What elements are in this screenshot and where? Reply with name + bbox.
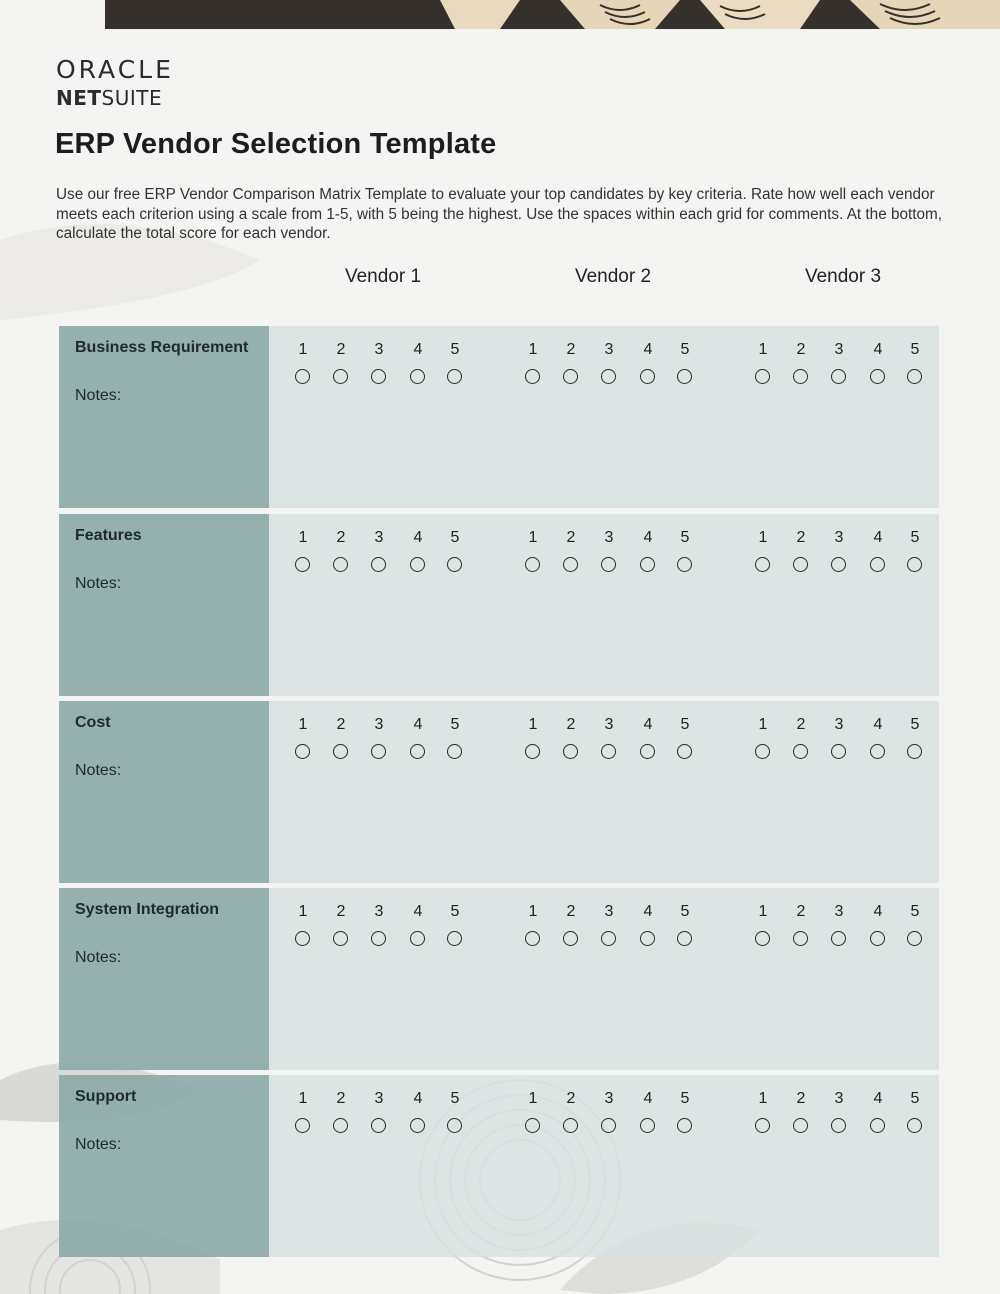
rating-radio-vendor1-1[interactable] xyxy=(295,744,310,759)
criterion-row-features xyxy=(59,514,939,696)
rating-number-vendor1-1: 1 xyxy=(298,341,308,358)
rating-radio-vendor3-1[interactable] xyxy=(755,369,770,384)
rating-radio-vendor1-5[interactable] xyxy=(447,931,462,946)
rating-number-vendor1-4: 4 xyxy=(413,716,423,733)
criterion-label-cell xyxy=(59,1075,269,1257)
rating-radio-vendor2-3[interactable] xyxy=(601,557,616,572)
rating-number-vendor3-2: 2 xyxy=(796,903,806,920)
rating-number-vendor2-1: 1 xyxy=(528,341,538,358)
rating-radio-vendor1-1[interactable] xyxy=(295,369,310,384)
rating-radio-vendor3-2[interactable] xyxy=(793,1118,808,1133)
rating-number-vendor3-1: 1 xyxy=(758,716,768,733)
rating-number-vendor2-2: 2 xyxy=(566,529,576,546)
rating-number-vendor3-4: 4 xyxy=(873,1090,883,1107)
rating-radio-vendor1-2[interactable] xyxy=(333,369,348,384)
rating-number-vendor1-5: 5 xyxy=(450,716,460,733)
logo-suite: SUITE xyxy=(101,86,163,110)
rating-number-vendor3-3: 3 xyxy=(834,1090,844,1107)
rating-radio-vendor2-2[interactable] xyxy=(563,557,578,572)
rating-radio-vendor3-5[interactable] xyxy=(907,369,922,384)
rating-radio-vendor3-4[interactable] xyxy=(870,557,885,572)
rating-radio-vendor2-3[interactable] xyxy=(601,931,616,946)
logo-netsuite-text xyxy=(56,86,174,110)
rating-radio-vendor3-3[interactable] xyxy=(831,931,846,946)
rating-radio-vendor1-5[interactable] xyxy=(447,744,462,759)
rating-number-vendor1-2: 2 xyxy=(336,341,346,358)
rating-radio-vendor1-2[interactable] xyxy=(333,1118,348,1133)
rating-number-vendor2-1: 1 xyxy=(528,529,538,546)
criterion-label-cell xyxy=(59,514,269,696)
rating-number-vendor3-3: 3 xyxy=(834,341,844,358)
rating-radio-vendor3-5[interactable] xyxy=(907,744,922,759)
rating-number-vendor1-4: 4 xyxy=(413,903,423,920)
rating-number-vendor3-1: 1 xyxy=(758,529,768,546)
rating-radio-vendor2-3[interactable] xyxy=(601,369,616,384)
notes-label: Notes: xyxy=(75,387,122,404)
notes-label: Notes: xyxy=(75,1136,122,1153)
rating-radio-vendor3-4[interactable] xyxy=(870,931,885,946)
rating-radio-vendor2-1[interactable] xyxy=(525,369,540,384)
rating-radio-vendor1-4[interactable] xyxy=(410,369,425,384)
notes-area[interactable] xyxy=(269,701,939,883)
rating-number-vendor1-1: 1 xyxy=(298,716,308,733)
rating-number-vendor2-3: 3 xyxy=(604,1090,614,1107)
rating-radio-vendor1-2[interactable] xyxy=(333,931,348,946)
rating-number-vendor2-2: 2 xyxy=(566,903,576,920)
oracle-netsuite-logo xyxy=(56,56,174,110)
rating-number-vendor1-1: 1 xyxy=(298,903,308,920)
rating-radio-vendor2-2[interactable] xyxy=(563,744,578,759)
rating-radio-vendor1-1[interactable] xyxy=(295,557,310,572)
notes-area[interactable] xyxy=(269,326,939,508)
rating-number-vendor3-1: 1 xyxy=(758,1090,768,1107)
rating-radio-vendor2-4[interactable] xyxy=(640,369,655,384)
vendor-header-3: Vendor 3 xyxy=(804,266,882,287)
rating-number-vendor2-1: 1 xyxy=(528,903,538,920)
intro-paragraph: Use our free ERP Vendor Comparison Matrix Template to evaluate your top candidates by key criteria. Rate how well each vendor meets each criterion using a scale from 1-5, with 5 being the highest. Use the spaces within each grid for comments. At the bottom, calculate the total score for each vendor. xyxy=(56,186,942,243)
rating-number-vendor2-2: 2 xyxy=(566,341,576,358)
rating-radio-vendor3-2[interactable] xyxy=(793,931,808,946)
rating-radio-vendor3-3[interactable] xyxy=(831,1118,846,1133)
rating-radio-vendor2-5[interactable] xyxy=(677,744,692,759)
rating-number-vendor2-4: 4 xyxy=(643,341,653,358)
rating-radio-vendor2-5[interactable] xyxy=(677,931,692,946)
notes-area[interactable] xyxy=(269,888,939,1070)
rating-radio-vendor2-1[interactable] xyxy=(525,1118,540,1133)
rating-radio-vendor3-4[interactable] xyxy=(870,369,885,384)
rating-radio-vendor1-5[interactable] xyxy=(447,557,462,572)
rating-number-vendor1-2: 2 xyxy=(336,716,346,733)
rating-number-vendor2-3: 3 xyxy=(604,716,614,733)
rating-radio-vendor2-1[interactable] xyxy=(525,744,540,759)
rating-radio-vendor2-2[interactable] xyxy=(563,931,578,946)
rating-number-vendor2-3: 3 xyxy=(604,341,614,358)
rating-radio-vendor3-3[interactable] xyxy=(831,744,846,759)
rating-number-vendor2-4: 4 xyxy=(643,1090,653,1107)
rating-radio-vendor2-4[interactable] xyxy=(640,1118,655,1133)
rating-number-vendor2-5: 5 xyxy=(680,529,690,546)
rating-radio-vendor2-2[interactable] xyxy=(563,369,578,384)
rating-number-vendor3-2: 2 xyxy=(796,716,806,733)
rating-radio-vendor3-3[interactable] xyxy=(831,369,846,384)
criterion-label-cell xyxy=(59,701,269,883)
criterion-row-cost xyxy=(59,701,939,883)
rating-number-vendor3-4: 4 xyxy=(873,903,883,920)
criterion-row-business-requirement xyxy=(59,326,939,508)
rating-number-vendor1-3: 3 xyxy=(374,903,384,920)
rating-radio-vendor1-3[interactable] xyxy=(371,369,386,384)
rating-radio-vendor1-4[interactable] xyxy=(410,1118,425,1133)
rating-number-vendor1-2: 2 xyxy=(336,903,346,920)
rating-radio-vendor1-4[interactable] xyxy=(410,931,425,946)
page-title: ERP Vendor Selection Template xyxy=(55,128,497,160)
rating-number-vendor3-3: 3 xyxy=(834,716,844,733)
rating-radio-vendor2-5[interactable] xyxy=(677,557,692,572)
rating-number-vendor1-5: 5 xyxy=(450,341,460,358)
rating-number-vendor3-5: 5 xyxy=(910,529,920,546)
rating-radio-vendor1-2[interactable] xyxy=(333,557,348,572)
rating-number-vendor3-5: 5 xyxy=(910,1090,920,1107)
rating-number-vendor3-5: 5 xyxy=(910,341,920,358)
rating-radio-vendor1-3[interactable] xyxy=(371,1118,386,1133)
rating-number-vendor1-4: 4 xyxy=(413,341,423,358)
rating-number-vendor3-3: 3 xyxy=(834,903,844,920)
rating-radio-vendor1-3[interactable] xyxy=(371,557,386,572)
rating-number-vendor2-1: 1 xyxy=(528,1090,538,1107)
rating-number-vendor1-2: 2 xyxy=(336,1090,346,1107)
rating-number-vendor3-2: 2 xyxy=(796,529,806,546)
notes-area[interactable] xyxy=(269,514,939,696)
rating-radio-vendor3-3[interactable] xyxy=(831,557,846,572)
rating-radio-vendor1-5[interactable] xyxy=(447,369,462,384)
criterion-name: Business Requirement xyxy=(75,339,249,356)
rating-radio-vendor3-1[interactable] xyxy=(755,557,770,572)
notes-label: Notes: xyxy=(75,762,122,779)
rating-radio-vendor3-4[interactable] xyxy=(870,744,885,759)
rating-number-vendor2-4: 4 xyxy=(643,716,653,733)
rating-number-vendor1-2: 2 xyxy=(336,529,346,546)
logo-net: NET xyxy=(56,86,102,110)
logo-oracle-text: ORACLE xyxy=(56,55,174,84)
rating-radio-vendor3-1[interactable] xyxy=(755,744,770,759)
notes-label: Notes: xyxy=(75,949,122,966)
rating-number-vendor1-5: 5 xyxy=(450,903,460,920)
rating-number-vendor3-5: 5 xyxy=(910,716,920,733)
criterion-label-cell xyxy=(59,888,269,1070)
rating-radio-vendor2-1[interactable] xyxy=(525,931,540,946)
rating-number-vendor1-3: 3 xyxy=(374,529,384,546)
criterion-row-support xyxy=(59,1075,939,1257)
rating-number-vendor2-4: 4 xyxy=(643,529,653,546)
rating-radio-vendor1-2[interactable] xyxy=(333,744,348,759)
rating-radio-vendor2-3[interactable] xyxy=(601,1118,616,1133)
rating-radio-vendor1-1[interactable] xyxy=(295,931,310,946)
rating-radio-vendor1-4[interactable] xyxy=(410,744,425,759)
rating-radio-vendor3-1[interactable] xyxy=(755,931,770,946)
rating-radio-vendor2-3[interactable] xyxy=(601,744,616,759)
rating-number-vendor1-4: 4 xyxy=(413,529,423,546)
rating-number-vendor3-2: 2 xyxy=(796,341,806,358)
rating-number-vendor1-1: 1 xyxy=(298,529,308,546)
rating-number-vendor3-2: 2 xyxy=(796,1090,806,1107)
rating-radio-vendor3-5[interactable] xyxy=(907,557,922,572)
rating-radio-vendor3-5[interactable] xyxy=(907,1118,922,1133)
rating-number-vendor2-3: 3 xyxy=(604,903,614,920)
rating-radio-vendor2-2[interactable] xyxy=(563,1118,578,1133)
criterion-row-system-integration xyxy=(59,888,939,1070)
rating-radio-vendor2-4[interactable] xyxy=(640,557,655,572)
criterion-name: System Integration xyxy=(75,901,220,918)
rating-number-vendor3-5: 5 xyxy=(910,903,920,920)
rating-number-vendor1-5: 5 xyxy=(450,529,460,546)
criterion-name: Support xyxy=(75,1088,137,1105)
rating-radio-vendor2-5[interactable] xyxy=(677,369,692,384)
rating-number-vendor3-4: 4 xyxy=(873,529,883,546)
criterion-name: Features xyxy=(75,527,142,544)
rating-radio-vendor3-4[interactable] xyxy=(870,1118,885,1133)
rating-number-vendor1-5: 5 xyxy=(450,1090,460,1107)
vendor-header-2: Vendor 2 xyxy=(574,266,652,287)
rating-number-vendor1-3: 3 xyxy=(374,716,384,733)
rating-radio-vendor3-2[interactable] xyxy=(793,744,808,759)
notes-area[interactable] xyxy=(269,1075,939,1257)
rating-number-vendor3-3: 3 xyxy=(834,529,844,546)
rating-radio-vendor1-3[interactable] xyxy=(371,931,386,946)
rating-radio-vendor2-1[interactable] xyxy=(525,557,540,572)
rating-number-vendor2-2: 2 xyxy=(566,1090,576,1107)
rating-number-vendor1-3: 3 xyxy=(374,341,384,358)
rating-radio-vendor1-4[interactable] xyxy=(410,557,425,572)
rating-radio-vendor3-2[interactable] xyxy=(793,557,808,572)
rating-number-vendor2-1: 1 xyxy=(528,716,538,733)
rating-number-vendor1-4: 4 xyxy=(413,1090,423,1107)
rating-radio-vendor3-2[interactable] xyxy=(793,369,808,384)
notes-label: Notes: xyxy=(75,575,122,592)
rating-number-vendor2-5: 5 xyxy=(680,716,690,733)
rating-number-vendor1-1: 1 xyxy=(298,1090,308,1107)
rating-radio-vendor2-5[interactable] xyxy=(677,1118,692,1133)
rating-radio-vendor1-3[interactable] xyxy=(371,744,386,759)
rating-radio-vendor1-1[interactable] xyxy=(295,1118,310,1133)
rating-number-vendor3-4: 4 xyxy=(873,716,883,733)
rating-number-vendor3-1: 1 xyxy=(758,903,768,920)
rating-number-vendor2-4: 4 xyxy=(643,903,653,920)
rating-number-vendor2-5: 5 xyxy=(680,341,690,358)
criterion-name: Cost xyxy=(75,714,111,731)
rating-radio-vendor2-4[interactable] xyxy=(640,744,655,759)
rating-radio-vendor1-5[interactable] xyxy=(447,1118,462,1133)
vendor-header-1: Vendor 1 xyxy=(344,266,422,287)
rating-number-vendor3-1: 1 xyxy=(758,341,768,358)
rating-number-vendor1-3: 3 xyxy=(374,1090,384,1107)
rating-number-vendor2-2: 2 xyxy=(566,716,576,733)
rating-number-vendor3-4: 4 xyxy=(873,341,883,358)
rating-radio-vendor2-4[interactable] xyxy=(640,931,655,946)
rating-radio-vendor3-5[interactable] xyxy=(907,931,922,946)
rating-number-vendor2-5: 5 xyxy=(680,1090,690,1107)
rating-number-vendor2-5: 5 xyxy=(680,903,690,920)
rating-radio-vendor3-1[interactable] xyxy=(755,1118,770,1133)
rating-number-vendor2-3: 3 xyxy=(604,529,614,546)
criterion-label-cell xyxy=(59,326,269,508)
